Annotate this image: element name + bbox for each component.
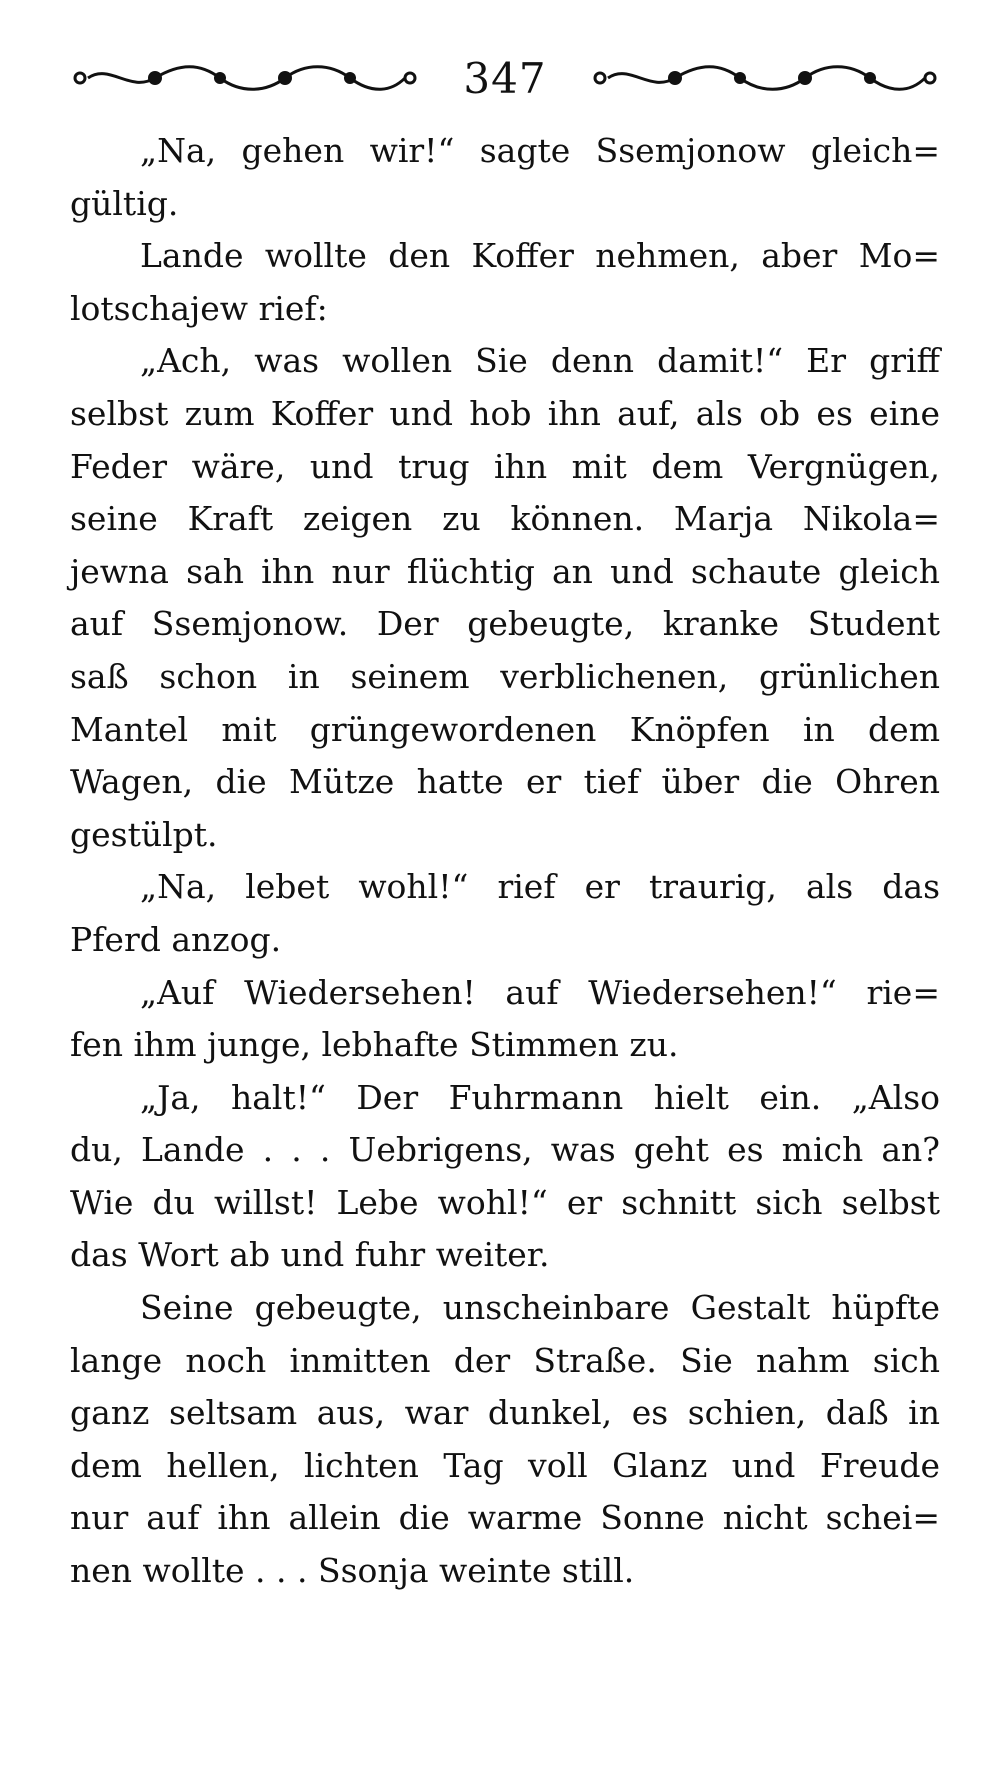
text-line: nur auf ihn allein die warme Sonne nicht schei=: [70, 1498, 940, 1538]
text-line: „Na, lebet wohl!“ rief er traurig, als das: [140, 867, 940, 907]
text-line: auf Ssemjonow. Der gebeugte, kranke Student: [70, 604, 940, 644]
text-line: Seine gebeugte, unscheinbare Gestalt hüpfte: [140, 1288, 940, 1328]
text-line: „Auf Wiedersehen! auf Wiedersehen!“ rie=: [140, 972, 940, 1012]
text-line: lotschajew rief:: [70, 288, 328, 328]
page-number: 347: [463, 53, 547, 103]
text-line: selbst zum Koffer und hob ihn auf, als ob es eine: [70, 393, 940, 433]
text-line: ganz seltsam aus, war dunkel, es schien, daß in: [70, 1393, 940, 1433]
text-line: Wie du willst! Lebe wohl!“ er schnitt sich selbst: [70, 1182, 940, 1222]
text-line: das Wort ab und fuhr weiter.: [70, 1235, 550, 1275]
text-line: „Na, gehen wir!“ sagte Ssemjonow gleich=: [140, 131, 940, 170]
text-line: dem hellen, lichten Tag voll Glanz und Freude: [70, 1445, 940, 1485]
body-text: [70, 125, 940, 1598]
text-line: „Ach, was wollen Sie denn damit!“ Er griff: [140, 341, 940, 381]
text-line: gültig.: [70, 183, 179, 223]
right-ornament-icon: [590, 63, 940, 93]
text-line: saß schon in seinem verblichenen, grünlichen: [70, 656, 940, 696]
text-line: Feder wäre, und trug ihn mit dem Vergnügen,: [70, 446, 940, 486]
text-line: jewna sah ihn nur flüchtig an und schaute gleich: [70, 551, 940, 591]
text-line: „Ja, halt!“ Der Fuhrmann hielt ein. „Also: [140, 1077, 940, 1117]
text-line: gestülpt.: [70, 814, 218, 854]
text-line: Lande wollte den Koffer nehmen, aber Mo=: [140, 236, 940, 276]
text-line: seine Kraft zeigen zu können. Marja Nikola=: [70, 499, 940, 539]
text-line: Mantel mit grüngewordenen Knöpfen in dem: [70, 709, 940, 749]
text-line: nen wollte . . . Ssonja weinte still.: [70, 1551, 635, 1591]
text-line: lange noch inmitten der Straße. Sie nahm sich: [70, 1340, 940, 1380]
text-line: Pferd anzog.: [70, 919, 282, 959]
text-line: du, Lande . . . Uebrigens, was geht es mich an?: [70, 1130, 940, 1170]
text-line: fen ihm junge, lebhafte Stimmen zu.: [70, 1025, 679, 1065]
page-header: [70, 48, 940, 108]
left-ornament-icon: [70, 63, 420, 93]
text-line: Wagen, die Mütze hatte er tief über die Ohren: [70, 762, 940, 802]
